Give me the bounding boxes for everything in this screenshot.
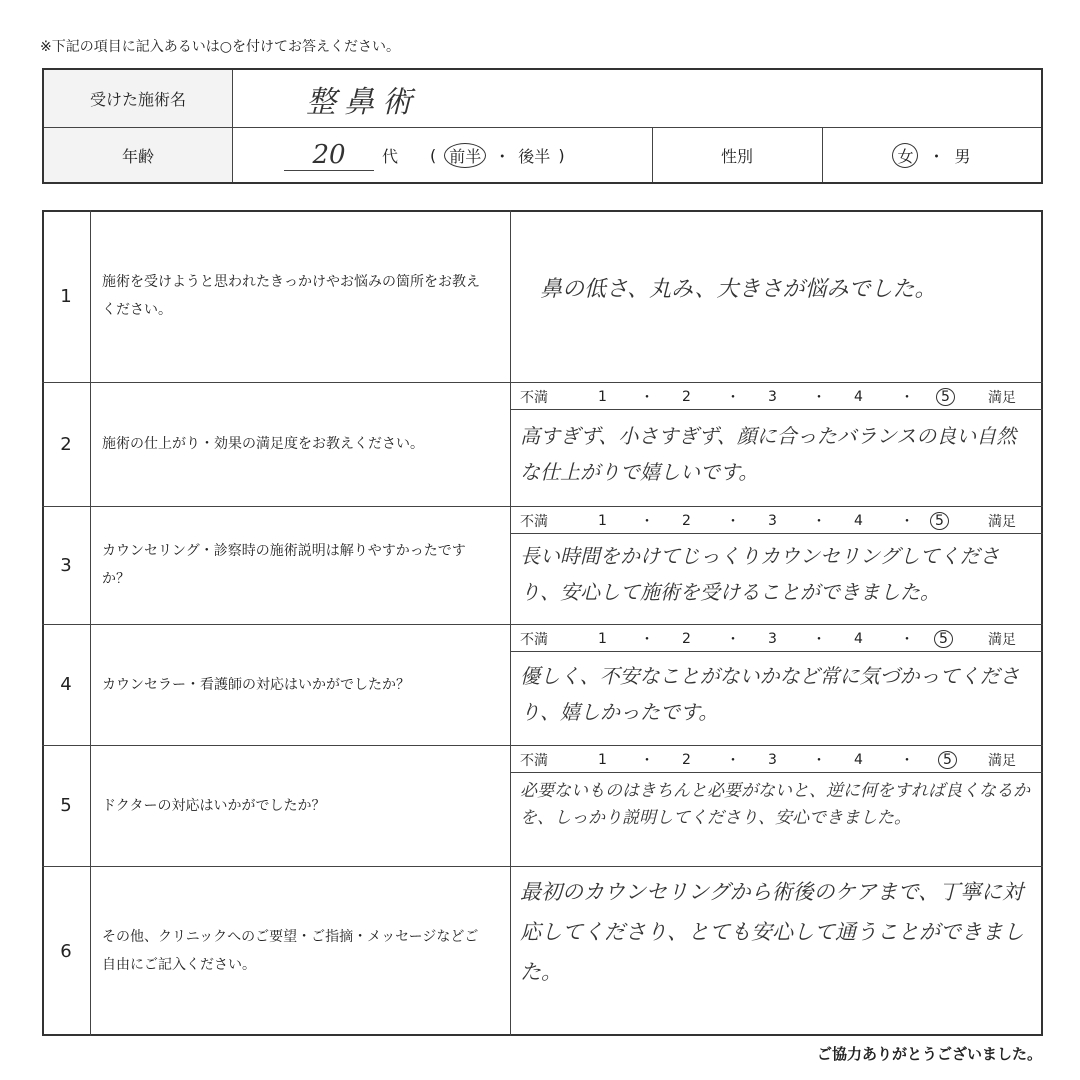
rating-low-label: 不満 (520, 631, 548, 648)
satisfaction-rating (510, 626, 1043, 652)
rating-sep: ・ (726, 631, 740, 648)
rating-4: 4 (854, 512, 863, 529)
question-number: 3 (60, 554, 72, 576)
question-number: 6 (60, 940, 72, 962)
rating-1: 1 (598, 630, 607, 647)
answer-text: 最初のカウンセリングから術後のケアまで、丁寧に対応してくださり、とても安心して通うことができました。 (520, 880, 1024, 984)
question-text: その他、クリニックへのご要望・ご指摘・メッセージなどご自由にご記入ください。 (102, 929, 479, 973)
answer-text: 鼻の低さ、丸み、大きさが悩みでした。 (540, 277, 937, 302)
gender-female-circled: 女 (892, 143, 918, 168)
rating-2: 2 (682, 388, 691, 405)
rating-sep: ・ (900, 631, 914, 648)
rating-sep: ・ (812, 752, 826, 769)
rating-high-label: 満足 (988, 513, 1016, 530)
rating-5-circled: 5 (938, 751, 957, 769)
answer-text: 必要ないものはきちんと必要がないと、逆に何をすれば良くなるかを、しっかり説明してくださり、安心できました。 (520, 781, 1030, 828)
age-value: 20 (284, 140, 374, 171)
rating-1: 1 (598, 512, 607, 529)
answer-text: 優しく、不安なことがないかなど常に気づかってくださり、嬉しかったです。 (520, 664, 1020, 724)
rating-sep: ・ (726, 513, 740, 530)
question-number: 5 (60, 795, 72, 816)
age-sep: ・ (494, 146, 511, 166)
question-text: 施術の仕上がり・効果の満足度をお教えください。 (102, 436, 424, 452)
question-number: 2 (60, 433, 72, 455)
rating-low-label: 不満 (520, 389, 548, 406)
rating-sep: ・ (640, 513, 654, 530)
rating-high-label: 満足 (988, 389, 1016, 406)
rating-low-label: 不満 (520, 513, 548, 530)
rating-3: 3 (768, 751, 777, 768)
gender-field (822, 128, 1041, 182)
age-first-half-circled: 前半 (444, 143, 486, 168)
rating-sep: ・ (640, 752, 654, 769)
rating-1: 1 (598, 751, 607, 768)
question-number: 1 (60, 285, 72, 307)
rating-high-label: 満足 (988, 631, 1016, 648)
rating-1: 1 (598, 388, 607, 405)
rating-sep: ・ (812, 513, 826, 530)
question-number: 4 (60, 674, 72, 695)
question-text: 施術を受けようと思われたきっかけやお悩みの箇所をお教えください。 (102, 274, 480, 318)
answer-text: 長い時間をかけてじっくりカウンセリングしてくださり、安心して施術を受けることができました。 (520, 544, 1000, 604)
rating-3: 3 (768, 512, 777, 529)
gender-label: 性別 (652, 128, 822, 182)
rating-2: 2 (682, 512, 691, 529)
age-second-half: 後半 (518, 146, 551, 166)
rating-sep: ・ (812, 631, 826, 648)
treatment-value: 整鼻術 (306, 84, 420, 120)
instruction-text: ※下記の項目に記入あるいは○を付けてお答えください。 (40, 39, 400, 55)
rating-4: 4 (854, 630, 863, 647)
rating-sep: ・ (726, 389, 740, 406)
question-text: カウンセリング・診察時の施術説明は解りやすかったですか？ (102, 543, 466, 587)
rating-3: 3 (768, 388, 777, 405)
age-close: ) (558, 145, 565, 165)
age-field (284, 128, 684, 182)
age-label: 年齢 (44, 128, 232, 182)
rating-3: 3 (768, 630, 777, 647)
rating-sep: ・ (640, 389, 654, 406)
age-open: ( (430, 145, 437, 165)
rating-5-circled: 5 (930, 512, 949, 530)
rating-2: 2 (682, 630, 691, 647)
question-text: カウンセラー・看護師の対応はいかがでしたか？ (102, 676, 410, 693)
satisfaction-rating (510, 747, 1043, 773)
rating-sep: ・ (726, 752, 740, 769)
rating-5-circled: 5 (934, 630, 953, 648)
rating-low-label: 不満 (520, 752, 548, 769)
gender-sep: ・ (928, 146, 945, 166)
thank-you-text: ご協力ありがとうございました。 (816, 1045, 1042, 1063)
treatment-label: 受けた施術名 (44, 70, 232, 127)
satisfaction-rating (510, 384, 1043, 410)
question-text: ドクターの対応はいかがでしたか？ (102, 797, 326, 814)
rating-sep: ・ (900, 752, 914, 769)
gender-male: 男 (954, 146, 971, 166)
rating-4: 4 (854, 751, 863, 768)
header-table (42, 68, 1043, 184)
rating-2: 2 (682, 751, 691, 768)
satisfaction-rating (510, 508, 1043, 534)
rating-sep: ・ (900, 513, 914, 530)
rating-sep: ・ (812, 389, 826, 406)
rating-high-label: 満足 (988, 752, 1016, 769)
age-unit: 代 (382, 146, 399, 166)
rating-sep: ・ (900, 389, 914, 406)
rating-4: 4 (854, 388, 863, 405)
rating-5-circled: 5 (936, 388, 955, 406)
answer-text: 高すぎず、小さすぎず、顔に合ったバランスの良い自然な仕上がりで嬉しいです。 (520, 424, 1017, 484)
rating-sep: ・ (640, 631, 654, 648)
